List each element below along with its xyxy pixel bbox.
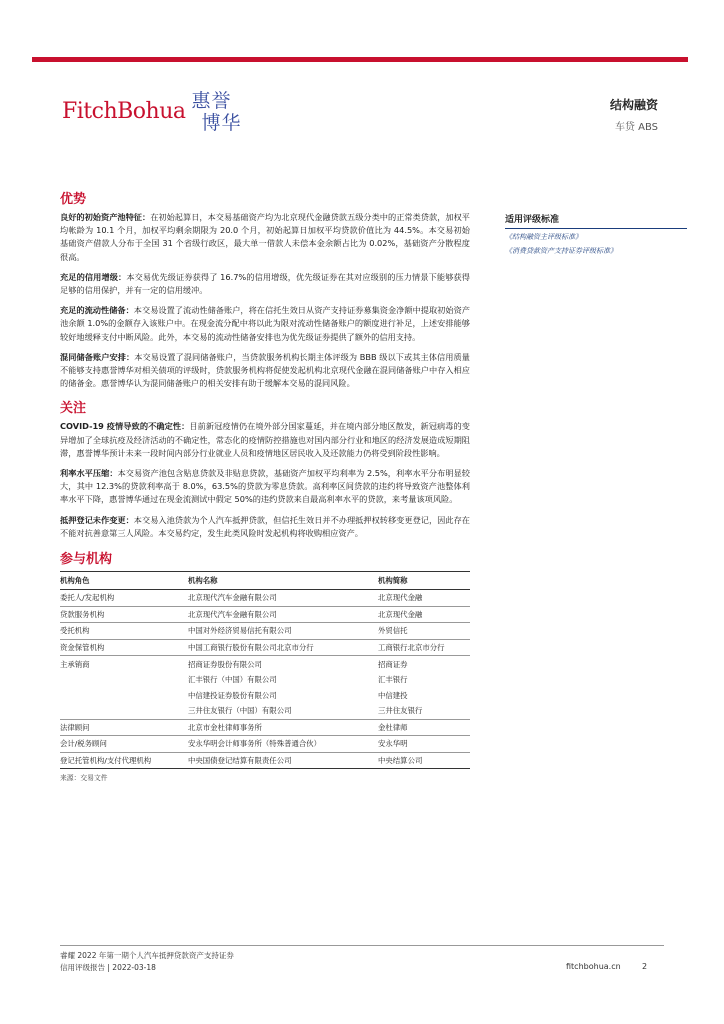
col-header-name: 机构名称 bbox=[188, 572, 378, 590]
table-source: 来源：交易文件 bbox=[60, 774, 108, 783]
cell-role: 会计/税务顾问 bbox=[60, 736, 188, 753]
footer-divider bbox=[60, 945, 664, 946]
cell-short: 中央结算公司 bbox=[378, 752, 470, 769]
sidebar bbox=[505, 212, 687, 257]
strengths-heading: 优势 bbox=[60, 192, 87, 207]
strength-paragraph bbox=[60, 211, 470, 264]
top-accent-bar bbox=[32, 57, 688, 62]
col-header-role: 机构角色 bbox=[60, 572, 188, 590]
table-row bbox=[60, 606, 470, 623]
strengths-list bbox=[60, 211, 470, 390]
table-row bbox=[60, 703, 470, 719]
cell-short: 三井住友银行 bbox=[378, 706, 423, 716]
strength-paragraph bbox=[60, 271, 470, 297]
strength-text: 本交易设置了混同储备账户，当贷款服务机构长期主体评级为 BBB 级以下或其主体信用质量不能够支持惠誉博华对相关债项的评级时，贷款服务机构将促使发起机构北京现代金融在混同储备账户中存入相应的储备金。惠誉博华认为混同储备账户的相关安排有助于缓解本交易的混同风险。 bbox=[60, 351, 470, 389]
strength-label: 良好的初始资产池特征： bbox=[60, 212, 151, 222]
concern-paragraph bbox=[60, 420, 470, 460]
table-row bbox=[60, 752, 470, 769]
table-row bbox=[60, 639, 470, 656]
concern-label: 利率水平压缩： bbox=[60, 468, 118, 479]
strength-text: 本交易设置了流动性储备账户，将在信托生效日从资产支持证券募集资金净额中提取初始资产池余额 1.0%的金额存入该账户中。在现金流分配中将以此为限对流动性储备账户的额度进行补足，上述安排能够较好地缓释支付中断风险。此外，本交易的流动性储备安排也为优先级证券提供了额外的信用支持。 bbox=[60, 305, 470, 342]
cell-name: 汇丰银行（中国）有限公司 bbox=[188, 675, 277, 685]
logo-seal bbox=[192, 86, 248, 136]
cell-name: 北京现代汽车金融有限公司 bbox=[188, 606, 378, 623]
concerns-list bbox=[60, 420, 470, 540]
cell-role: 贷款服务机构 bbox=[60, 606, 188, 623]
cell-role: 主承销商 bbox=[60, 656, 188, 672]
footer-site[interactable]: fitchbohua.cn bbox=[566, 962, 621, 971]
cell-role: 登记托管机构/支付代理机构 bbox=[60, 752, 188, 769]
concern-paragraph bbox=[60, 467, 470, 507]
participants-heading: 参与机构 bbox=[60, 552, 113, 568]
concern-label: 抵押登记未作变更： bbox=[60, 514, 134, 525]
concerns-heading: 关注 bbox=[60, 401, 87, 417]
cell-short: 北京现代金融 bbox=[378, 606, 470, 623]
concern-text: 本交易入池贷款为个人汽车抵押贷款，但信托生效日并不办理抵押权转移变更登记，因此存在不能对抗善意第三人风险。本交易约定，发生此类风险时发起机构将收购相应资产。 bbox=[60, 514, 470, 538]
strength-paragraph bbox=[60, 304, 470, 344]
sidebar-link-consumer-loan[interactable]: 《消费贷款资产支持证券评级标准》 bbox=[505, 247, 617, 255]
concern-paragraph bbox=[60, 514, 470, 540]
col-header-short: 机构简称 bbox=[378, 572, 470, 590]
cell-name: 安永华明会计师事务所（特殊普通合伙） bbox=[188, 736, 378, 753]
cell-role: 资金保管机构 bbox=[60, 639, 188, 656]
cell-role bbox=[60, 688, 188, 704]
cell-role bbox=[60, 672, 188, 688]
strength-label: 混同储备账户安排： bbox=[60, 351, 135, 362]
table-row bbox=[60, 590, 470, 607]
strength-text: 本交易优先级证券获得了 16.7%的信用增级，优先级证券在其对应级别的压力情景下能够获得足够的信用保护，并有一定的信用缓冲。 bbox=[60, 271, 470, 296]
cell-role bbox=[60, 703, 188, 719]
cell-short: 工商银行北京市分行 bbox=[378, 639, 470, 656]
concern-text: 本交易资产池包含贴息贷款及非贴息贷款，基础资产加权平均利率为 2.5%，利率水平分布明显较大，其中 12.3%的贷款利率高于 8.0%，63.5%的贷款为零息贷款。高利率区间贷款的违约将导致资产池整体利率水平下降，惠誉博华通过在现金流测试中假定 50%的违约贷款来自最高利率水平的贷款，来考量该项风险。 bbox=[60, 468, 470, 505]
cell-role: 委托人/发起机构 bbox=[60, 590, 188, 607]
concern-text: 目前新冠疫情仍在境外部分国家蔓延，并在境内部分地区散发，新冠病毒的变异增加了全球抗疫及经济活动的不确定性，常态化的疫情防控措施也对国内部分行业和地区的经济发展造成短期阻滞，惠誉博华预计未来一段时间内部分行业就业人员和疫情地区居民收入及还款能力仍将受到阶段性影响。 bbox=[60, 421, 470, 458]
table-header-row bbox=[60, 572, 470, 590]
cell-name: 北京市金杜律师事务所 bbox=[188, 719, 378, 736]
table-row bbox=[60, 719, 470, 736]
logo-seal-bottom: 博华 bbox=[201, 112, 242, 134]
sidebar-link-structured-finance[interactable]: 《结构融资主评级标准》 bbox=[505, 233, 582, 241]
logo-brand-text: FitchBohua bbox=[62, 98, 186, 124]
concern-label: COVID-19 疫情导致的不确定性： bbox=[60, 421, 190, 432]
cell-short: 招商证券 bbox=[378, 656, 470, 672]
cell-name: 中央国债登记结算有限责任公司 bbox=[188, 752, 378, 769]
strength-label: 充足的流动性储备： bbox=[60, 305, 134, 316]
cell-name: 招商证券股份有限公司 bbox=[188, 656, 378, 672]
sidebar-title: 适用评级标准 bbox=[505, 212, 687, 229]
cell-short: 中信建投 bbox=[378, 690, 408, 700]
cell-role: 受托机构 bbox=[60, 623, 188, 640]
cell-role: 法律顾问 bbox=[60, 719, 188, 736]
cell-name: 三井住友银行（中国）有限公司 bbox=[188, 706, 292, 716]
report-subcategory: 车贷 ABS bbox=[614, 122, 658, 133]
cell-name: 中信建投证券股份有限公司 bbox=[188, 690, 277, 700]
table-row bbox=[60, 736, 470, 753]
table-row bbox=[60, 672, 470, 688]
footer-left bbox=[60, 950, 234, 974]
cell-short: 安永华明 bbox=[378, 736, 470, 753]
footer-report-title: 睿耀 2022 年第一期个人汽车抵押贷款资产支持证券 bbox=[60, 951, 234, 960]
footer-report-date: 信用评级报告 | 2022-03-18 bbox=[60, 963, 156, 972]
strength-paragraph bbox=[60, 351, 470, 391]
cell-name: 中国工商银行股份有限公司北京市分行 bbox=[188, 639, 378, 656]
report-category: 结构融资 bbox=[609, 98, 658, 112]
table-row bbox=[60, 656, 470, 672]
cell-name: 北京现代汽车金融有限公司 bbox=[188, 590, 378, 607]
cell-name: 中国对外经济贸易信托有限公司 bbox=[188, 623, 378, 640]
table-row bbox=[60, 623, 470, 640]
strength-text: 在初始起算日，本交易基础资产均为北京现代金融贷款五级分类中的正常类贷款，加权平均帐龄为 10.1 个月，加权平均剩余期限为 20.0 个月，初始起算日加权平均贷款价值比为 44.5%。本交易初始基础资产借款人分布于全国 31 个省级行政区，最大单一借款人未偿本金余额占比为 0.02%，基础资产分散程度很高。 bbox=[60, 212, 470, 262]
main-content bbox=[60, 188, 470, 782]
strength-label: 充足的信用增级： bbox=[60, 271, 127, 282]
participants-table bbox=[60, 571, 470, 769]
logo-seal-top: 惠誉 bbox=[191, 90, 232, 112]
cell-short: 汇丰银行 bbox=[378, 675, 408, 685]
cell-short: 金杜律师 bbox=[378, 719, 470, 736]
table-row bbox=[60, 688, 470, 704]
cell-short: 北京现代金融 bbox=[378, 590, 470, 607]
header-right bbox=[610, 96, 658, 133]
cell-short: 外贸信托 bbox=[378, 623, 470, 640]
page-number: 2 bbox=[642, 962, 648, 971]
logo bbox=[62, 86, 248, 136]
